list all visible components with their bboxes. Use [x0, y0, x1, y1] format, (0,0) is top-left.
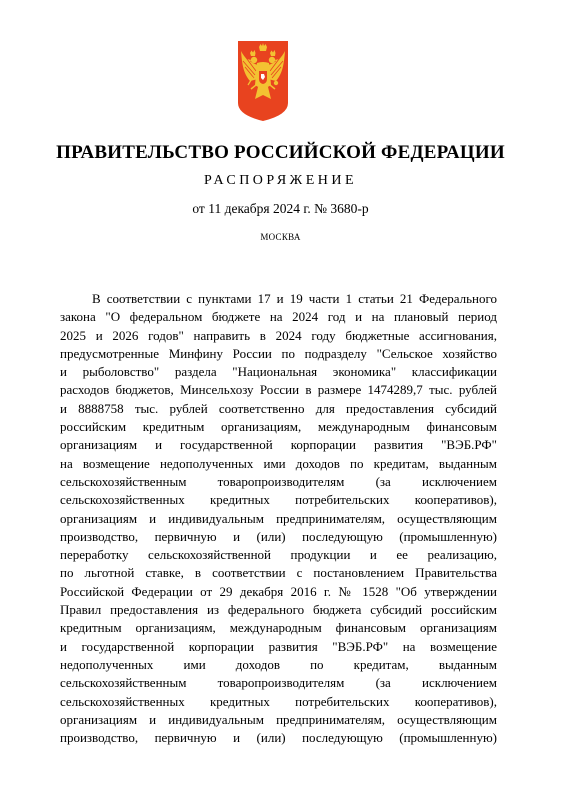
body-line: В соответствии с пунктами 17 и 19 части 1 статьи 21 Федерального	[92, 291, 497, 306]
body-line: сельскохозяйственных кредитных потребительских кооперативов),	[60, 492, 497, 508]
body-line: организациям и государственной корпорации развития "ВЭБ.РФ"	[60, 437, 497, 453]
body-line: расходов бюджетов, Минсельхозу России в размере 1474289,7 тыс. рублей	[60, 382, 497, 398]
body-line: по льготной ставке, в соответствии с постановлением Правительства	[60, 565, 497, 581]
body-line: организациям и индивидуальным предпринимателям, осуществляющим	[60, 510, 497, 526]
coat-of-arms-icon	[238, 41, 288, 121]
city-name: МОСКВА	[260, 232, 301, 242]
body-line: производство, первичную и (или) последующую (промышленную)	[60, 528, 497, 544]
document-body	[60, 290, 497, 747]
body-line: и рыболовство" раздела "Национальная экономика" классификации	[60, 364, 497, 380]
body-line: сельскохозяйственным товаропроизводителям (за исключением	[60, 675, 497, 691]
body-line: сельскохозяйственных кредитных потребительских кооперативов),	[60, 693, 497, 709]
document-type: РАСПОРЯЖЕНИЕ	[203, 173, 358, 188]
government-title: ПРАВИТЕЛЬСТВО РОССИЙСКОЙ ФЕДЕРАЦИИ	[56, 142, 505, 163]
body-line: 2025 и 2026 годов" направить в 2024 году бюджетные ассигнования,	[60, 327, 497, 343]
body-line: Российской Федерации от 29 декабря 2016 г. № 1528 "Об утверждении	[60, 583, 497, 599]
body-line: российским кредитным организациям, международным финансовым	[60, 419, 497, 435]
body-line: организациям и индивидуальным предпринимателям, осуществляющим	[60, 711, 497, 727]
body-line: на возмещение недополученных ими доходов по кредитам, выданным	[60, 455, 497, 471]
body-line: недополученных ими доходов по кредитам, выданным	[60, 656, 497, 672]
body-line: закона "О федеральном бюджете на 2024 год и на плановый период	[60, 309, 497, 325]
body-line: Правил предоставления из федерального бюджета субсидий российским	[60, 602, 497, 618]
body-line: и 8888758 тыс. рублей соответственно для предоставления субсидий	[60, 400, 497, 416]
body-line: сельскохозяйственным товаропроизводителям (за исключением	[60, 473, 497, 489]
body-line: переработку сельскохозяйственной продукции и ее реализацию,	[60, 547, 497, 563]
body-line: кредитным организациям, международным финансовым организациям	[60, 620, 497, 636]
body-line: производство, первичную и (или) последующую (промышленную)	[60, 730, 497, 746]
body-line: и государственной корпорации развития "ВЭБ.РФ" на возмещение	[60, 638, 497, 654]
date-and-number: от 11 декабря 2024 г. № 3680-р	[192, 201, 369, 216]
body-line: предусмотренные Минфину России по подразделу "Сельское хозяйство	[60, 345, 497, 361]
